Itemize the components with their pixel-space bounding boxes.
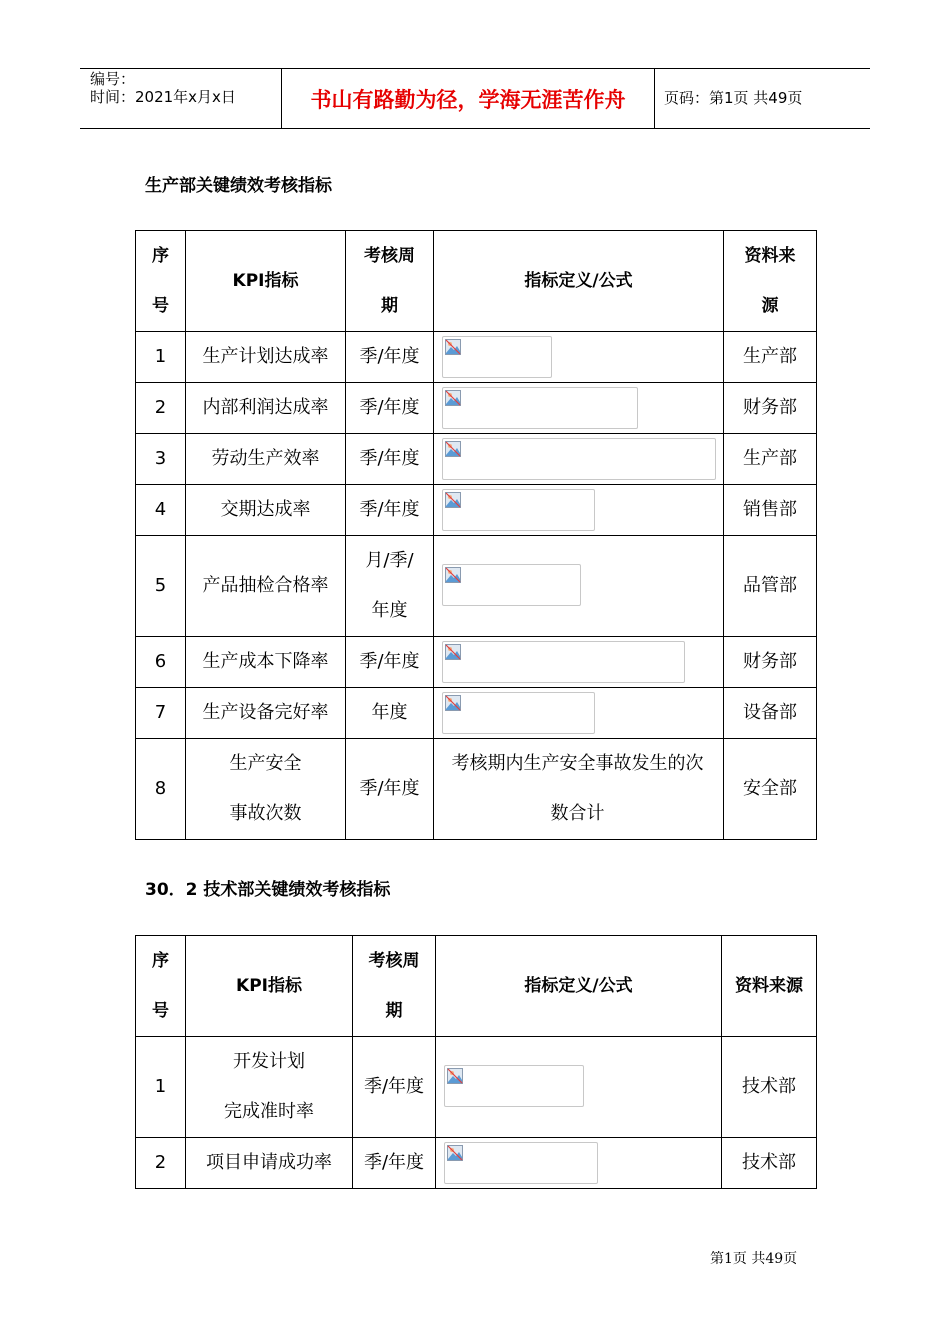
table-row: [136, 332, 817, 383]
row-period: 季/年度: [346, 637, 434, 688]
table-header-row: [136, 231, 817, 332]
header-source: 资料来源: [722, 936, 817, 1037]
header-page-info: 页码：第1页 共49页: [664, 89, 803, 107]
formula-image-placeholder: [442, 641, 685, 683]
header-definition: 指标定义/公式: [434, 231, 724, 332]
row-definition: [434, 434, 724, 485]
broken-image-icon: [447, 1145, 463, 1161]
technical-kpi-table: [135, 935, 817, 1189]
table-row: [136, 536, 817, 637]
header-period: 考核周 期: [346, 231, 434, 332]
header-motto: 书山有路勤为径，学海无涯苦作舟: [310, 86, 626, 112]
row-definition: [434, 536, 724, 637]
table-row: [136, 637, 817, 688]
broken-image-icon: [447, 1068, 463, 1084]
header-no: 序 号: [136, 936, 186, 1037]
row-definition: [434, 485, 724, 536]
row-definition: [434, 688, 724, 739]
row-no: 7: [136, 688, 186, 739]
row-period: 季/年度: [346, 434, 434, 485]
header-divider: [654, 68, 655, 129]
row-source: 技术部: [722, 1138, 817, 1189]
row-kpi: 产品抽检合格率: [186, 536, 346, 637]
broken-image-icon: [445, 441, 461, 457]
formula-image-placeholder: [442, 387, 638, 429]
broken-image-icon: [445, 492, 461, 508]
row-kpi: 交期达成率: [186, 485, 346, 536]
row-period: 年度: [346, 688, 434, 739]
formula-image-placeholder: [442, 692, 595, 734]
row-source: 生产部: [724, 434, 817, 485]
row-kpi: 生产成本下降率: [186, 637, 346, 688]
row-period: 季/年度: [353, 1138, 436, 1189]
table-row: [136, 434, 817, 485]
header-kpi: KPI指标: [186, 936, 353, 1037]
table-row: [136, 688, 817, 739]
row-kpi: 生产设备完好率: [186, 688, 346, 739]
header-source: 资料来 源: [724, 231, 817, 332]
row-definition: [434, 332, 724, 383]
doc-time-label: 时间：2021年x月x日: [90, 88, 236, 106]
row-kpi: 开发计划 完成准时率: [186, 1037, 353, 1138]
row-kpi: 劳动生产效率: [186, 434, 346, 485]
broken-image-icon: [445, 567, 461, 583]
broken-image-icon: [445, 390, 461, 406]
table-row: [136, 1138, 817, 1189]
row-kpi: 项目申请成功率: [186, 1138, 353, 1189]
row-source: 生产部: [724, 332, 817, 383]
header-definition: 指标定义/公式: [436, 936, 722, 1037]
row-no: 2: [136, 383, 186, 434]
row-definition: [434, 383, 724, 434]
row-period: 季/年度: [346, 739, 434, 840]
footer-page-number: 第1页 共49页: [710, 1251, 798, 1267]
table-row: [136, 383, 817, 434]
section-title-production: 生产部关键绩效考核指标: [145, 176, 332, 196]
doc-number-label: 编号：: [90, 70, 136, 88]
row-period: 月/季/ 年度: [346, 536, 434, 637]
row-source: 安全部: [724, 739, 817, 840]
formula-image-placeholder: [444, 1142, 598, 1184]
row-no: 1: [136, 1037, 186, 1138]
formula-image-placeholder: [442, 489, 595, 531]
row-no: 4: [136, 485, 186, 536]
row-kpi: 内部利润达成率: [186, 383, 346, 434]
production-kpi-table: [135, 230, 817, 840]
row-source: 品管部: [724, 536, 817, 637]
row-definition: [434, 637, 724, 688]
broken-image-icon: [445, 644, 461, 660]
row-no: 8: [136, 739, 186, 840]
row-source: 技术部: [722, 1037, 817, 1138]
table-row: [136, 739, 817, 840]
row-source: 财务部: [724, 637, 817, 688]
row-period: 季/年度: [346, 332, 434, 383]
row-no: 2: [136, 1138, 186, 1189]
header-meta: [90, 70, 236, 106]
header-no: 序 号: [136, 231, 186, 332]
row-no: 3: [136, 434, 186, 485]
row-kpi: 生产安全 事故次数: [186, 739, 346, 840]
broken-image-icon: [445, 339, 461, 355]
row-source: 设备部: [724, 688, 817, 739]
row-no: 6: [136, 637, 186, 688]
section-title-technical: 30．2 技术部关键绩效考核指标: [145, 880, 391, 900]
row-source: 销售部: [724, 485, 817, 536]
formula-image-placeholder: [442, 564, 581, 606]
row-definition: [436, 1037, 722, 1138]
formula-image-placeholder: [442, 336, 552, 378]
row-period: 季/年度: [346, 485, 434, 536]
row-no: 5: [136, 536, 186, 637]
table-row: [136, 1037, 817, 1138]
row-source: 财务部: [724, 383, 817, 434]
header-kpi: KPI指标: [186, 231, 346, 332]
table-row: [136, 485, 817, 536]
header-period: 考核周 期: [353, 936, 436, 1037]
formula-image-placeholder: [444, 1065, 584, 1107]
broken-image-icon: [445, 695, 461, 711]
table-header-row: [136, 936, 817, 1037]
row-period: 季/年度: [346, 383, 434, 434]
row-no: 1: [136, 332, 186, 383]
row-definition: 考核期内生产安全事故发生的次 数合计: [434, 739, 724, 840]
row-period: 季/年度: [353, 1037, 436, 1138]
formula-image-placeholder: [442, 438, 716, 480]
row-definition: [436, 1138, 722, 1189]
row-kpi: 生产计划达成率: [186, 332, 346, 383]
